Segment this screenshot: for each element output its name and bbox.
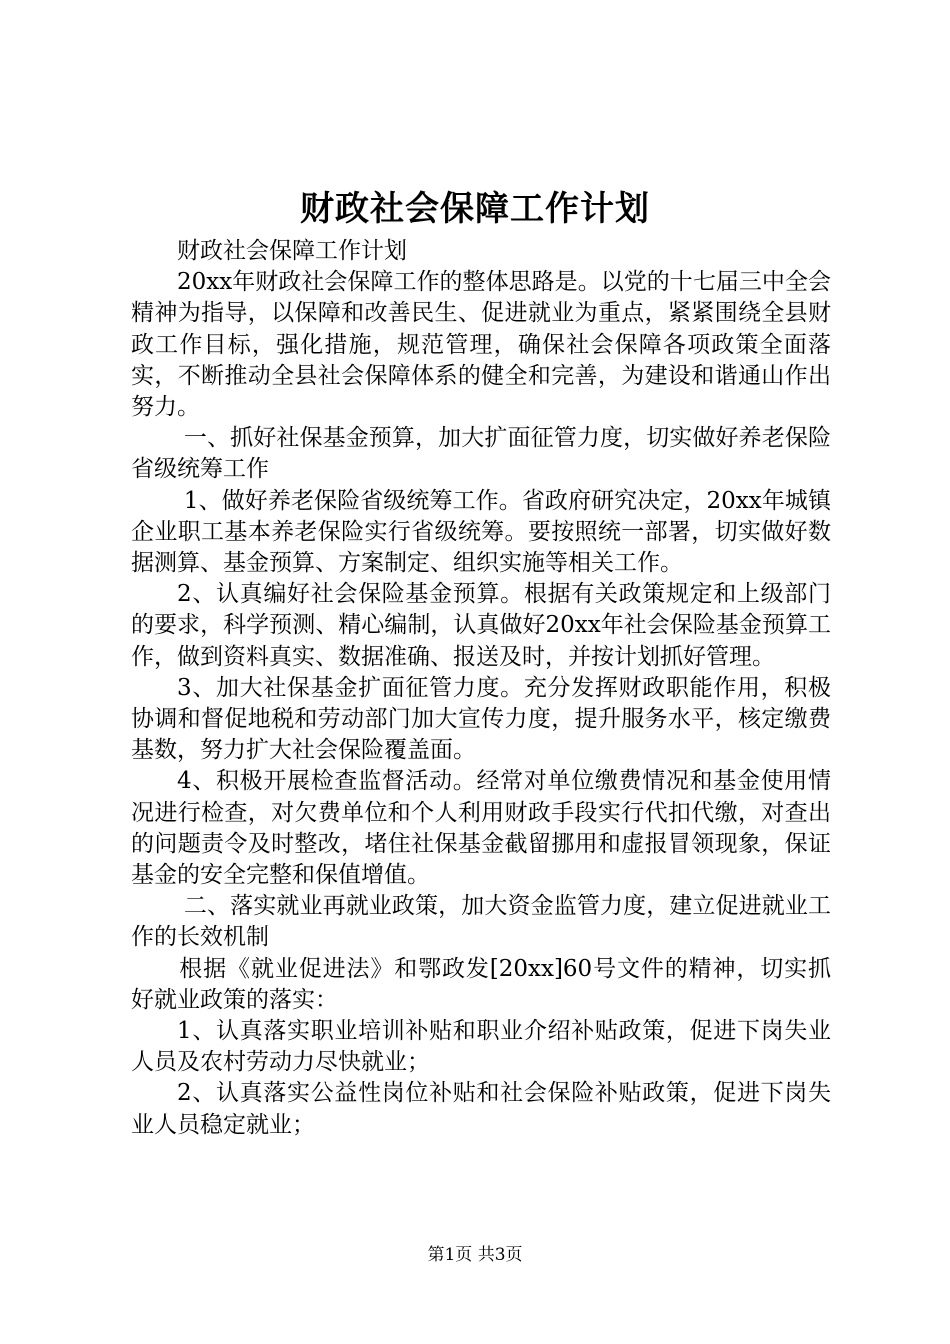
page-footer: 第1页 共3页 [427, 1245, 523, 1265]
document-body [131, 236, 831, 1141]
paragraph-subtitle: 财政社会保障工作计划 [177, 238, 407, 264]
document-title: 财政社会保障工作计划 [300, 189, 650, 229]
paragraph-item-1-2: 2、认真编好社会保险基金预算。根据有关政策规定和上级部门的要求，科学预测、精心编制，认真做好20xx年社会保险基金预算工作，做到资料真实、数据准确、报送及时，并按计划抓好管理。 [131, 581, 831, 670]
paragraph-overview: 20xx年财政社会保障工作的整体思路是。以党的十七届三中全会精神为指导，以保障和改善民生、促进就业为重点，紧紧围绕全县财政工作目标，强化措施，规范管理，确保社会保障各项政策全面落实，不断推动全县社会保障体系的健全和完善，为建设和谐通山作出努力。 [131, 269, 831, 421]
section-heading-1: 一、抓好社保基金预算，加大扩面征管力度，切实做好养老保险省级统筹工作 [131, 425, 831, 483]
paragraph-item-2-2: 2、认真落实公益性岗位补贴和社会保险补贴政策，促进下岗失业人员稳定就业； [131, 1080, 831, 1138]
section-heading-2: 二、落实就业再就业政策，加大资金监管力度，建立促进就业工作的长效机制 [131, 893, 831, 951]
paragraph-policy-basis: 根据《就业促进法》和鄂政发[20xx]60号文件的精神，切实抓好就业政策的落实： [131, 955, 831, 1013]
paragraph-item-2-1: 1、认真落实职业培训补贴和职业介绍补贴政策，促进下岗失业人员及农村劳动力尽快就业； [131, 1018, 831, 1076]
paragraph-item-1-1: 1、做好养老保险省级统筹工作。省政府研究决定，20xx年城镇企业职工基本养老保险实行省级统筹。要按照统一部署，切实做好数据测算、基金预算、方案制定、组织实施等相关工作。 [131, 487, 831, 577]
paragraph-item-1-3: 3、加大社保基金扩面征管力度。充分发挥财政职能作用，积极协调和督促地税和劳动部门加大宣传力度，提升服务水平，核定缴费基数，努力扩大社会保险覆盖面。 [131, 674, 831, 764]
paragraph-item-1-4: 4、积极开展检查监督活动。经常对单位缴费情况和基金使用情况进行检查，对欠费单位和个人利用财政手段实行代扣代缴，对查出的问题责令及时整改，堵住社保基金截留挪用和虚报冒领现象，保证基金的安全完整和保值增值。 [131, 768, 831, 889]
